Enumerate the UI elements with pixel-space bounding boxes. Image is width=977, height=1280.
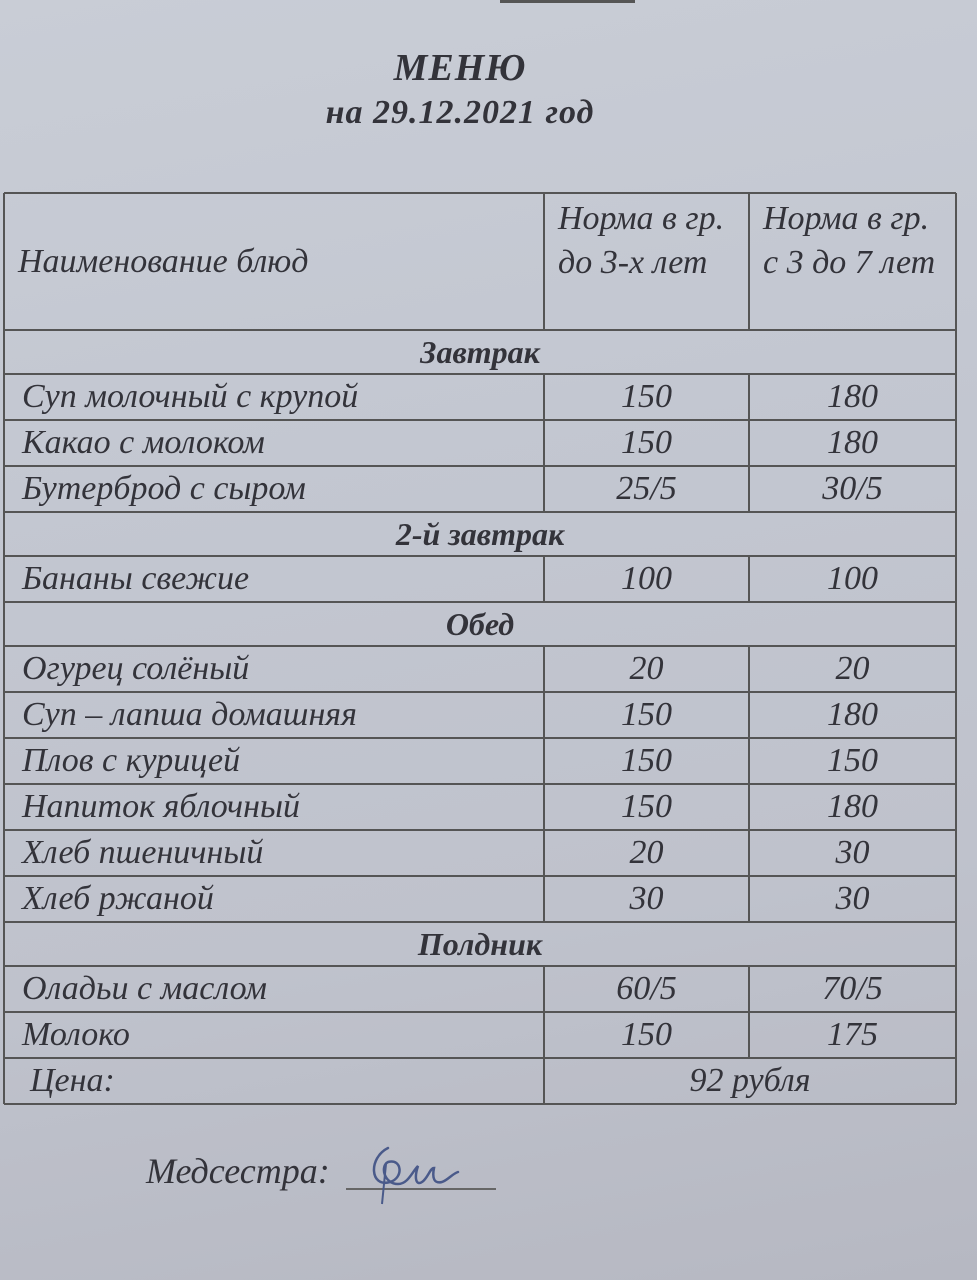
norm-3-to-7-value: 150 [827,742,878,779]
dish-name: Суп – лапша домашняя [22,696,357,733]
norm-under-3-value: 150 [621,1016,672,1053]
norm-under-3-value: 100 [621,560,672,597]
norm-under-3-value: 150 [621,424,672,461]
dish-name: Напиток яблочный [22,788,301,825]
nurse-signature [358,1138,468,1208]
norm-3-to-7-value: 30 [835,834,870,871]
norm-3-to-7-value: 180 [827,424,878,461]
section-title: 2-й завтрак [395,516,565,552]
top-edge-line [500,0,635,3]
header-dish-name: Наименование блюд [18,243,309,280]
section-title: Полдник [417,926,543,962]
norm-3-to-7-value: 180 [827,696,878,733]
dish-name: Какао с молоком [22,424,265,461]
dish-name: Плов с курицей [22,742,241,779]
dish-name: Бутерброд с сыром [22,470,306,507]
dish-name: Оладьи с маслом [22,970,267,1007]
menu-date: на 29.12.2021 год [325,94,595,131]
dish-name: Хлеб пшеничный [22,834,264,871]
section-title: Обед [445,606,515,642]
price-label: Цена: [30,1062,115,1099]
norm-3-to-7-value: 20 [835,650,870,687]
norm-under-3-value: 150 [621,378,672,415]
dish-name: Огурец солёный [22,650,250,687]
price-value: 92 рубля [689,1062,811,1099]
norm-3-to-7-value: 100 [827,560,878,597]
norm-under-3-value: 150 [621,788,672,825]
norm-3-to-7-value: 180 [827,788,878,825]
dish-name: Бананы свежие [22,560,250,597]
norm-under-3-value: 25/5 [616,470,677,507]
dish-name: Суп молочный с крупой [22,378,359,415]
dish-name: Молоко [22,1016,130,1053]
norm-3-to-7-value: 175 [827,1016,878,1053]
section-title: Завтрак [420,334,540,370]
nurse-label: Медсестра: [146,1151,330,1191]
norm-under-3-value: 60/5 [616,970,677,1007]
norm-3-to-7-value: 30 [835,880,870,917]
norm-under-3-value: 30 [629,880,664,917]
norm-under-3-value: 20 [629,650,664,687]
menu-title: МЕНЮ [393,47,527,89]
norm-under-3-value: 20 [629,834,664,871]
norm-3-to-7-value: 30/5 [822,470,883,507]
dish-name: Хлеб ржаной [22,880,214,917]
header-norm-under-3: Норма в гр. до 3-х лет [558,200,725,281]
norm-3-to-7-value: 180 [827,378,878,415]
norm-3-to-7-value: 70/5 [822,970,883,1007]
norm-under-3-value: 150 [621,696,672,733]
header-norm-3-to-7: Норма в гр. с 3 до 7 лет [763,200,936,281]
norm-under-3-value: 150 [621,742,672,779]
